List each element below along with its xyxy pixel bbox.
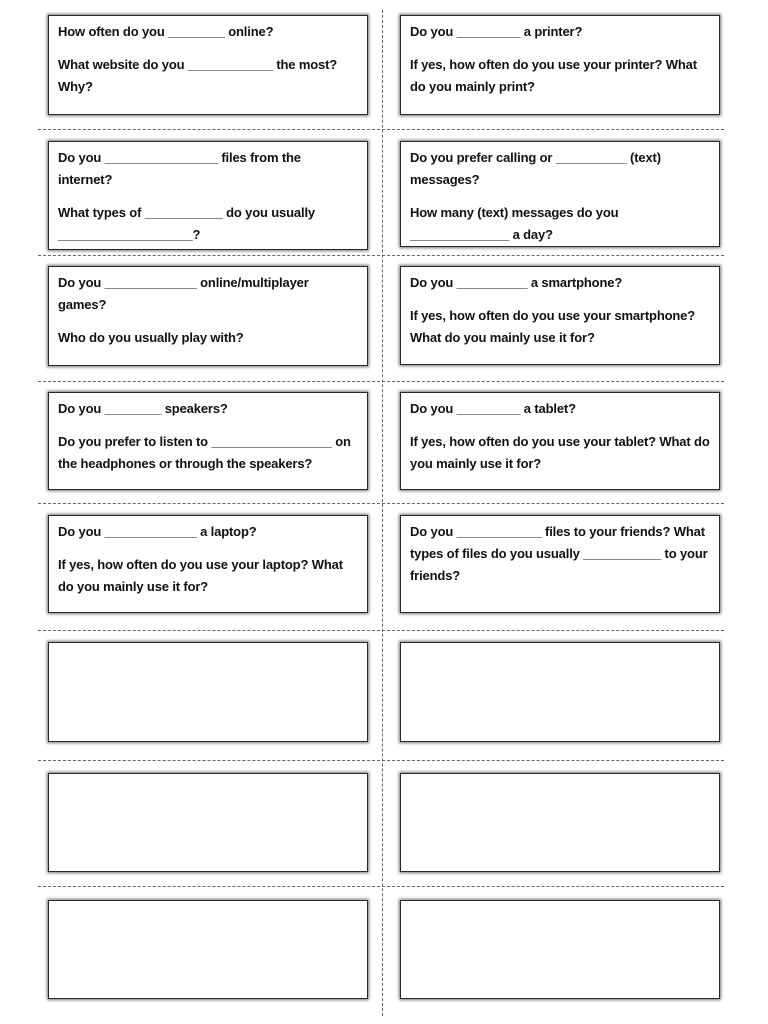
question-line: Do you prefer calling or __________ (text) messages? xyxy=(410,150,665,187)
blank-card xyxy=(400,900,720,999)
question-line: If yes, how often do you use your tablet? What do you mainly use it for? xyxy=(410,434,714,471)
question-line: Do you __________ a smartphone? xyxy=(410,275,623,290)
question-line: Do you ________ speakers? xyxy=(58,401,228,416)
question-card xyxy=(400,515,720,613)
question-card xyxy=(48,15,368,115)
question-line: What website do you ____________ the most? Why? xyxy=(58,57,341,94)
blank-card xyxy=(48,642,368,742)
question-line: Do you _____________ a laptop? xyxy=(58,524,257,539)
blank-card xyxy=(400,642,720,742)
question-line: If yes, how often do you use your smartphone? What do you mainly use it for? xyxy=(410,308,699,345)
horizontal-cut-line xyxy=(38,760,724,761)
horizontal-cut-line xyxy=(38,255,724,256)
question-line: Do you _________ a tablet? xyxy=(410,401,576,416)
horizontal-cut-line xyxy=(38,381,724,382)
question-line: If yes, how often do you use your laptop? What do you mainly use it for? xyxy=(58,557,347,594)
question-card xyxy=(48,266,368,366)
question-line: Do you _____________ online/multiplayer games? xyxy=(58,275,313,312)
question-line: Do you _________ a printer? xyxy=(410,24,583,39)
question-card xyxy=(400,392,720,490)
horizontal-cut-line xyxy=(38,503,724,504)
question-card xyxy=(48,515,368,613)
question-line: If yes, how often do you use your printer? What do you mainly print? xyxy=(410,57,701,94)
blank-card xyxy=(48,773,368,872)
question-card xyxy=(400,15,720,115)
question-line: Do you ____________ files to your friends? What types of files do you usually ___________ to your friends? xyxy=(410,524,712,583)
question-card xyxy=(400,141,720,247)
horizontal-cut-line xyxy=(38,630,724,631)
question-card xyxy=(400,266,720,365)
question-line: Do you ________________ files from the internet? xyxy=(58,150,305,187)
question-card xyxy=(48,392,368,490)
blank-card xyxy=(48,900,368,999)
question-line: How many (text) messages do you ______________ a day? xyxy=(410,205,622,242)
question-line: Who do you usually play with? xyxy=(58,330,244,345)
horizontal-cut-line xyxy=(38,886,724,887)
horizontal-cut-line xyxy=(38,129,724,130)
vertical-cut-line xyxy=(382,10,383,1016)
question-card xyxy=(48,141,368,250)
question-line: What types of ___________ do you usually ___________________? xyxy=(58,205,319,242)
question-line: Do you prefer to listen to _________________ on the headphones or through the speakers? xyxy=(58,434,355,471)
blank-card xyxy=(400,773,720,872)
question-line: How often do you ________ online? xyxy=(58,24,274,39)
